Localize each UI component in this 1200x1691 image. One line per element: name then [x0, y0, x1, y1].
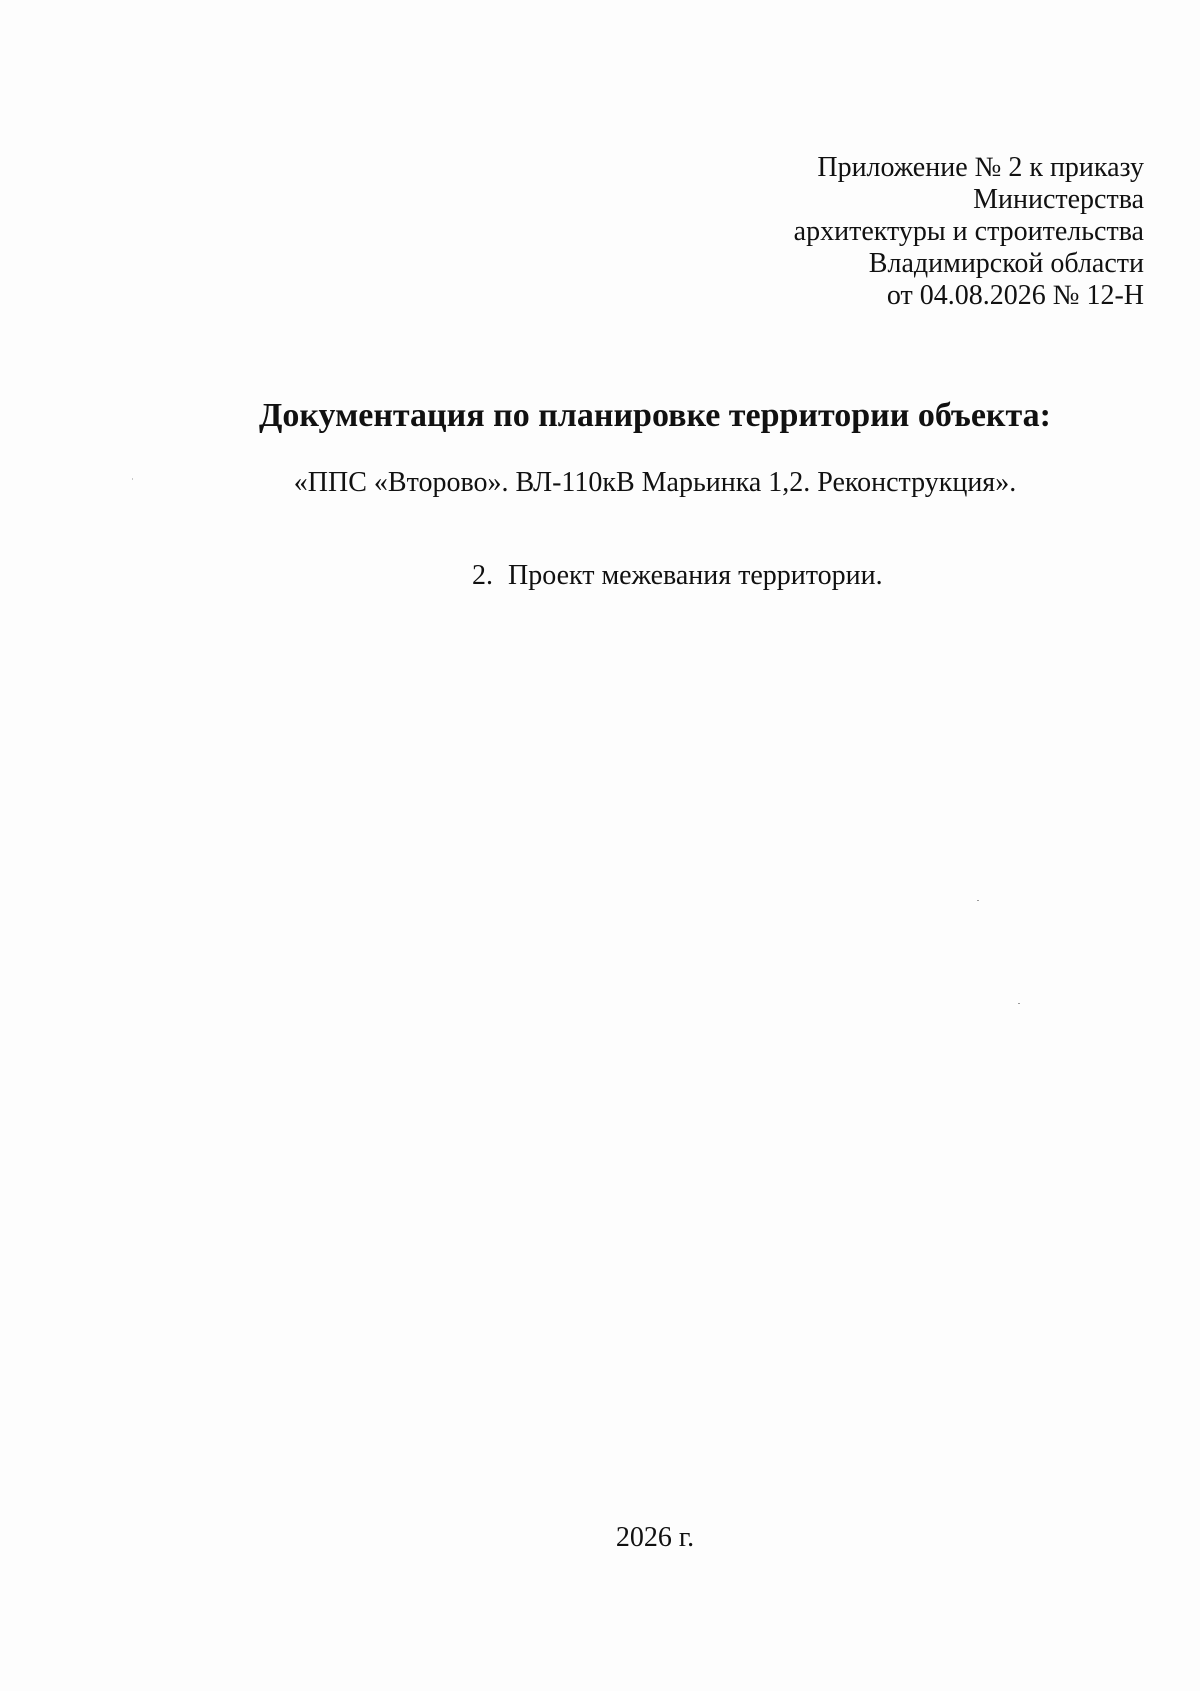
appendix-line: Приложение № 2 к приказу — [817, 152, 1144, 183]
document-title: Документация по планировке территории объекта: — [259, 397, 1051, 434]
document-year: 2026 г. — [615, 1522, 695, 1553]
scan-speck — [132, 478, 133, 480]
section-label: Проект межевания территории. — [508, 560, 883, 591]
scan-speck — [977, 900, 979, 901]
section-number: 2. — [472, 560, 493, 591]
appendix-line: Владимирской области — [868, 248, 1144, 279]
appendix-header — [794, 152, 1144, 312]
appendix-line: от 04.08.2026 № 12-Н — [886, 280, 1144, 311]
object-name: «ППС «Второво». ВЛ-110кВ Марьинка 1,2. Реконструкция». — [293, 467, 1017, 498]
appendix-line: архитектуры и строительства — [793, 216, 1144, 247]
appendix-line: Министерства — [973, 184, 1144, 215]
section-heading — [472, 559, 883, 593]
scan-speck — [1018, 1003, 1020, 1004]
